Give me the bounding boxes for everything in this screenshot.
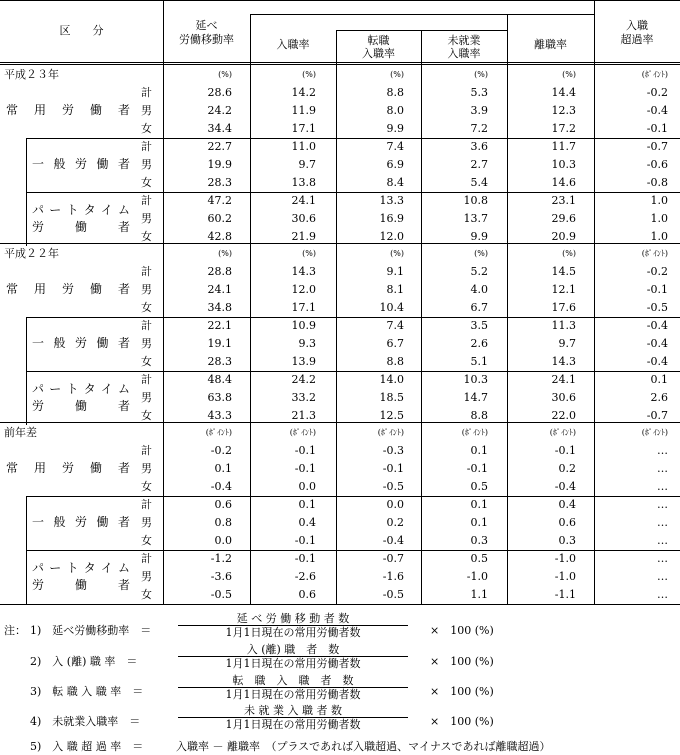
unit-label: (%) (390, 249, 404, 258)
cell-value: 34.4 (207, 122, 232, 135)
header-chouka-line1: 入職 (626, 19, 648, 32)
header-nobe-line1: 延べ (195, 19, 218, 32)
cell-value: 12.1 (551, 283, 576, 296)
cell-value: 11.0 (291, 140, 316, 153)
sex-label: 男 (141, 391, 152, 404)
sex-label: 計 (141, 140, 152, 153)
cell-value: 48.4 (207, 373, 232, 386)
section-title: 前年差 (4, 426, 37, 439)
sex-label: 女 (141, 588, 152, 601)
sex-label: 男 (141, 283, 152, 296)
cell-value: -0.4 (382, 534, 404, 547)
cell-value: 24.1 (291, 194, 316, 207)
sex-label: 女 (141, 480, 152, 493)
unit-label: (ﾎﾟｲﾝﾄ) (461, 428, 488, 437)
cell-value: -0.5 (646, 301, 668, 314)
note-3-denominator: 1月1日現在の常用労働者数 (225, 688, 361, 701)
cell-value: 6.7 (386, 337, 404, 350)
note-2-denominator: 1月1日現在の常用労働者数 (225, 657, 361, 670)
note-3-label: 3) 転 職 入 職 率 ＝ (30, 685, 144, 698)
cell-value: 21.3 (291, 409, 316, 422)
cell-value: -1.0 (466, 570, 488, 583)
cell-value: 12.0 (291, 283, 316, 296)
cell-value: 12.3 (551, 104, 576, 117)
sex-label: 女 (141, 355, 152, 368)
cell-value: 17.1 (291, 301, 316, 314)
cell-value: 42.8 (207, 230, 232, 243)
cell-value: 3.9 (470, 104, 488, 117)
cell-value: 0.4 (298, 516, 316, 529)
cell-value: -0.4 (646, 355, 668, 368)
cell-value: 6.9 (386, 158, 404, 171)
cell-value: 2.6 (470, 337, 488, 350)
cell-value: -0.6 (646, 158, 668, 171)
cell-value: 13.8 (291, 176, 316, 189)
cell-value: 8.1 (386, 283, 404, 296)
cell-value: 0.1 (470, 516, 488, 529)
note-3-tail: × 100 (%) (430, 685, 494, 698)
group-label: 常用労働者 (6, 282, 130, 296)
cell-value: 0.3 (558, 534, 576, 547)
cell-value: 24.1 (551, 373, 576, 386)
sex-label: 女 (141, 230, 152, 243)
cell-value: 10.9 (291, 319, 316, 332)
cell-value: 0.1 (650, 373, 668, 386)
cell-value: 28.8 (207, 265, 232, 278)
cell-value: 0.2 (558, 462, 576, 475)
cell-value: 0.6 (298, 588, 316, 601)
group-label: 一般労働者 (32, 157, 130, 171)
cell-value: 28.3 (207, 355, 232, 368)
note-2-tail: × 100 (%) (430, 655, 494, 668)
unit-label: (ﾎﾟｲﾝﾄ) (641, 249, 668, 258)
unit-label: (%) (562, 249, 576, 258)
unit-label: (%) (218, 70, 232, 79)
cell-value: -0.1 (294, 552, 316, 565)
group-label: 労働者 (32, 220, 130, 234)
cell-value: -0.4 (554, 480, 576, 493)
cell-value: 9.9 (470, 230, 488, 243)
note-4-numerator: 未 就 業 入 職 者 数 (244, 704, 342, 717)
header-chouka-line2: 超過率 (620, 33, 654, 46)
cell-value: 4.0 (470, 283, 488, 296)
cell-value: … (657, 444, 668, 457)
cell-value: 9.7 (558, 337, 576, 350)
cell-value: 11.7 (551, 140, 576, 153)
cell-value: … (657, 534, 668, 547)
cell-value: 10.3 (463, 373, 488, 386)
cell-value: … (657, 516, 668, 529)
unit-label: (%) (474, 70, 488, 79)
cell-value: 0.3 (470, 534, 488, 547)
header-kubun: 区 分 (59, 24, 104, 37)
note-5-text: 入職率 － 離職率 （プラスであれば入職超過、マイナスであれば離職超過） (176, 740, 551, 753)
cell-value: 1.0 (650, 212, 668, 225)
cell-value: 0.2 (386, 516, 404, 529)
cell-value: 2.7 (470, 158, 488, 171)
cell-value: 60.2 (207, 212, 232, 225)
cell-value: … (657, 570, 668, 583)
cell-value: -0.2 (646, 265, 668, 278)
sex-label: 女 (141, 534, 152, 547)
cell-value: 0.8 (214, 516, 232, 529)
group-label: 常用労働者 (6, 103, 130, 117)
sex-label: 計 (141, 373, 152, 386)
cell-value: -0.1 (646, 283, 668, 296)
note-2-numerator: 入 (離) 職 者 数 (246, 643, 340, 656)
cell-value: 8.8 (386, 355, 404, 368)
cell-value: 34.8 (207, 301, 232, 314)
cell-value: 47.2 (207, 194, 232, 207)
unit-label: (%) (474, 249, 488, 258)
cell-value: 6.7 (470, 301, 488, 314)
cell-value: 0.1 (298, 498, 316, 511)
cell-value: 14.0 (379, 373, 404, 386)
sex-label: 男 (141, 158, 152, 171)
cell-value: 14.2 (291, 86, 316, 99)
sex-label: 女 (141, 176, 152, 189)
unit-label: (ﾎﾟｲﾝﾄ) (641, 70, 668, 79)
unit-label: (%) (390, 70, 404, 79)
cell-value: 29.6 (551, 212, 576, 225)
note-4-denominator: 1月1日現在の常用労働者数 (225, 718, 361, 731)
cell-value: 10.4 (379, 301, 404, 314)
cell-value: 14.5 (551, 265, 576, 278)
cell-value: … (657, 588, 668, 601)
sex-label: 計 (141, 265, 152, 278)
unit-label: (ﾎﾟｲﾝﾄ) (289, 428, 316, 437)
sex-label: 計 (141, 319, 152, 332)
cell-value: 0.6 (558, 516, 576, 529)
cell-value: -0.1 (382, 462, 404, 475)
unit-label: (ﾎﾟｲﾝﾄ) (205, 428, 232, 437)
note-1-tail: × 100 (%) (430, 624, 494, 637)
cell-value: -0.7 (382, 552, 404, 565)
cell-value: 8.8 (470, 409, 488, 422)
cell-value: 0.5 (470, 552, 488, 565)
cell-value: 5.3 (470, 86, 488, 99)
cell-value: -1.6 (382, 570, 404, 583)
note-prefix: 注： (4, 624, 26, 637)
group-label: 労働者 (32, 399, 130, 413)
sex-label: 計 (141, 552, 152, 565)
group-label: パートタイム (32, 203, 130, 217)
cell-value: 0.6 (214, 498, 232, 511)
sex-label: 女 (141, 122, 152, 135)
header-mishugyo-line2: 入職率 (447, 47, 481, 60)
cell-value: 43.3 (207, 409, 232, 422)
sex-label: 男 (141, 337, 152, 350)
note-3-numerator: 転 職 入 職 者 数 (232, 674, 354, 687)
cell-value: 14.3 (291, 265, 316, 278)
header-nyushoku: 入職率 (276, 38, 310, 51)
cell-value: 63.8 (207, 391, 232, 404)
cell-value: -0.5 (210, 588, 232, 601)
cell-value: 28.3 (207, 176, 232, 189)
unit-label: (ﾎﾟｲﾝﾄ) (549, 428, 576, 437)
cell-value: 9.9 (386, 122, 404, 135)
cell-value: 0.0 (298, 480, 316, 493)
cell-value: 11.9 (291, 104, 316, 117)
cell-value: -0.1 (294, 444, 316, 457)
cell-value: 8.8 (386, 86, 404, 99)
sex-label: 女 (141, 301, 152, 314)
cell-value: 9.7 (298, 158, 316, 171)
cell-value: 0.4 (558, 498, 576, 511)
cell-value: -0.2 (210, 444, 232, 457)
group-label: 常用労働者 (6, 461, 130, 475)
header-tenshoku-line1: 転職 (367, 34, 390, 47)
cell-value: … (657, 480, 668, 493)
cell-value: … (657, 462, 668, 475)
cell-value: -2.6 (294, 570, 316, 583)
sex-label: 男 (141, 462, 152, 475)
cell-value: -0.4 (646, 337, 668, 350)
cell-value: 0.0 (386, 498, 404, 511)
note-1-denominator: 1月1日現在の常用労働者数 (225, 626, 361, 639)
cell-value: 0.1 (470, 498, 488, 511)
cell-value: -3.6 (210, 570, 232, 583)
cell-value: -0.1 (646, 122, 668, 135)
cell-value: 30.6 (551, 391, 576, 404)
cell-value: 22.0 (551, 409, 576, 422)
cell-value: -0.1 (294, 534, 316, 547)
cell-value: 5.4 (470, 176, 488, 189)
note-1-numerator: 延 べ 労 働 移 動 者 数 (236, 612, 350, 625)
cell-value: -0.8 (646, 176, 668, 189)
cell-value: 14.6 (551, 176, 576, 189)
cell-value: 17.6 (551, 301, 576, 314)
cell-value: -0.4 (646, 319, 668, 332)
cell-value: 24.1 (207, 283, 232, 296)
cell-value: 12.5 (379, 409, 404, 422)
cell-value: -0.7 (646, 140, 668, 153)
group-label: 一般労働者 (32, 515, 130, 529)
cell-value: 19.9 (207, 158, 232, 171)
cell-value: 5.1 (470, 355, 488, 368)
sex-label: 男 (141, 516, 152, 529)
group-label: パートタイム (32, 561, 130, 575)
cell-value: 20.9 (551, 230, 576, 243)
cell-value: … (657, 498, 668, 511)
cell-value: 22.7 (207, 140, 232, 153)
cell-value: 2.6 (650, 391, 668, 404)
cell-value: 9.1 (386, 265, 404, 278)
cell-value: 1.0 (650, 194, 668, 207)
cell-value: 16.9 (379, 212, 404, 225)
sex-label: 女 (141, 409, 152, 422)
header-nobe-line2: 労働移動率 (179, 33, 234, 46)
cell-value: 21.9 (291, 230, 316, 243)
section-title: 平成２３年 (4, 68, 59, 81)
cell-value: 13.9 (291, 355, 316, 368)
cell-value: 14.7 (463, 391, 488, 404)
unit-label: (%) (562, 70, 576, 79)
note-4-label: 4) 未就業入職率 ＝ (30, 715, 141, 728)
cell-value: 8.4 (386, 176, 404, 189)
cell-value: -0.5 (382, 588, 404, 601)
cell-value: 7.4 (386, 319, 404, 332)
cell-value: -0.1 (294, 462, 316, 475)
cell-value: 22.1 (207, 319, 232, 332)
cell-value: 14.4 (551, 86, 576, 99)
cell-value: 3.6 (470, 140, 488, 153)
cell-value: 19.1 (207, 337, 232, 350)
note-2-label: 2) 入 (離) 職 率 ＝ (30, 655, 138, 668)
cell-value: -1.0 (554, 570, 576, 583)
cell-value: 24.2 (207, 104, 232, 117)
sex-label: 男 (141, 104, 152, 117)
cell-value: … (657, 552, 668, 565)
cell-value: 10.3 (551, 158, 576, 171)
cell-value: 13.7 (463, 212, 488, 225)
cell-value: -0.2 (646, 86, 668, 99)
cell-value: 0.0 (214, 534, 232, 547)
cell-value: -0.4 (210, 480, 232, 493)
group-label: 一般労働者 (32, 336, 130, 350)
sex-label: 男 (141, 570, 152, 583)
cell-value: 24.2 (291, 373, 316, 386)
cell-value: 33.2 (291, 391, 316, 404)
note-1-label: 1) 延べ労働移動率 ＝ (30, 624, 152, 637)
cell-value: 28.6 (207, 86, 232, 99)
cell-value: 0.5 (470, 480, 488, 493)
cell-value: 10.8 (463, 194, 488, 207)
cell-value: -0.1 (554, 444, 576, 457)
cell-value: -0.4 (646, 104, 668, 117)
cell-value: -1.0 (554, 552, 576, 565)
cell-value: -0.3 (382, 444, 404, 457)
cell-value: 0.1 (214, 462, 232, 475)
cell-value: 0.1 (470, 444, 488, 457)
sex-label: 計 (141, 444, 152, 457)
cell-value: 13.3 (379, 194, 404, 207)
cell-value: 14.3 (551, 355, 576, 368)
cell-value: 5.2 (470, 265, 488, 278)
cell-value: 7.2 (470, 122, 488, 135)
unit-label: (%) (218, 249, 232, 258)
cell-value: -1.2 (210, 552, 232, 565)
cell-value: 11.3 (551, 319, 576, 332)
cell-value: 12.0 (379, 230, 404, 243)
group-label: 労働者 (32, 578, 130, 592)
cell-value: 23.1 (551, 194, 576, 207)
header-rishoku: 離職率 (534, 38, 567, 51)
header-tenshoku-line2: 入職率 (362, 47, 395, 60)
cell-value: 1.1 (470, 588, 488, 601)
cell-value: 18.5 (379, 391, 404, 404)
sex-label: 計 (141, 86, 152, 99)
cell-value: -0.1 (466, 462, 488, 475)
note-4-tail: × 100 (%) (430, 715, 494, 728)
cell-value: 17.2 (551, 122, 576, 135)
cell-value: -0.5 (382, 480, 404, 493)
cell-value: 30.6 (291, 212, 316, 225)
cell-value: -0.7 (646, 409, 668, 422)
header-mishugyo-line1: 未就業 (447, 34, 481, 47)
cell-value: 9.3 (298, 337, 316, 350)
unit-label: (%) (302, 70, 316, 79)
cell-value: 1.0 (650, 230, 668, 243)
sex-label: 計 (141, 194, 152, 207)
cell-value: 8.0 (386, 104, 404, 117)
unit-label: (ﾎﾟｲﾝﾄ) (641, 428, 668, 437)
section-title: 平成２２年 (4, 247, 59, 260)
note-5-label: 5) 入 職 超 過 率 ＝ (30, 740, 144, 753)
unit-label: (%) (302, 249, 316, 258)
sex-label: 男 (141, 212, 152, 225)
cell-value: 3.5 (470, 319, 488, 332)
cell-value: 17.1 (291, 122, 316, 135)
unit-label: (ﾎﾟｲﾝﾄ) (377, 428, 404, 437)
sex-label: 計 (141, 498, 152, 511)
cell-value: -1.1 (554, 588, 576, 601)
cell-value: 7.4 (386, 140, 404, 153)
group-label: パートタイム (32, 382, 130, 396)
